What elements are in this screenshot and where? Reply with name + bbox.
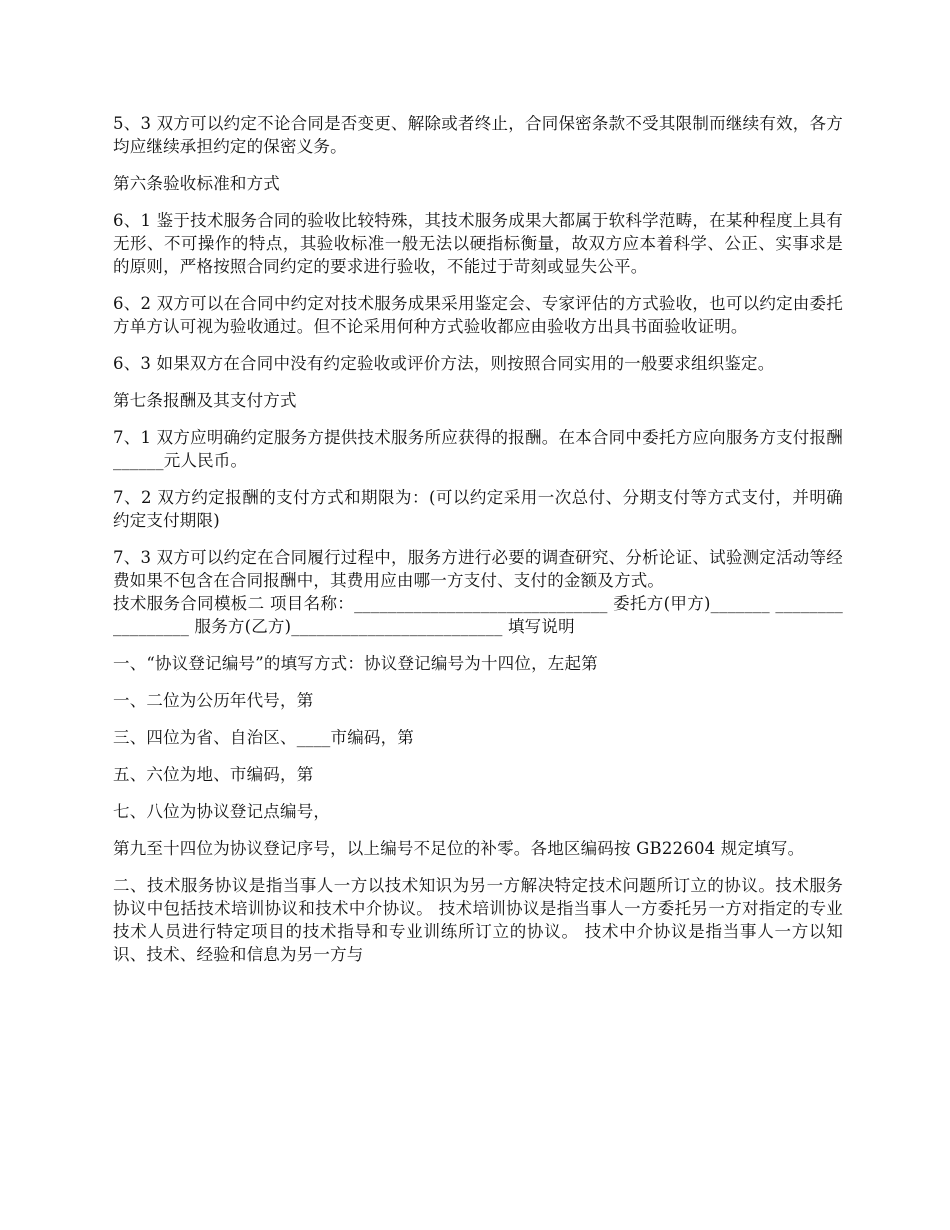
paragraph-payment-7-2: 7、2 双方约定报酬的支付方式和期限为：(可以约定采用一次总付、分期支付等方式支付，并明确约定支付期限)	[113, 488, 843, 530]
section-heading-article-6: 第六条验收标准和方式	[113, 174, 280, 193]
paragraph-acceptance-6-2: 6、2 双方可以在合同中约定对技术服务成果采用鉴定会、专家评估的方式验收，也可以约定由委托方单方认可视为验收通过。但不论采用何种方式验收都应由验收方出具书面验收证明。	[113, 294, 843, 336]
instruction-registration-number: 一、“协议登记编号”的填写方式：协议登记编号为十四位，左起第	[113, 654, 598, 673]
instruction-digits-1-2: 一、二位为公历年代号，第	[113, 691, 314, 710]
paragraph-confidentiality-5-3: 5、3 双方可以约定不论合同是否变更、解除或者终止，合同保密条款不受其限制而继续有效，各方均应继续承担约定的保密义务。	[113, 114, 843, 156]
template-two-header: 技术服务合同模板二 项目名称：______________________________ 委托方(甲方)_______ _________________ 服务方(乙方)_________________________ 填写说明	[113, 594, 843, 636]
instruction-digits-9-14: 第九至十四位为协议登记序号，以上编号不足位的补零。各地区编码按 GB22604 规定填写。	[113, 839, 805, 858]
paragraph-acceptance-6-1: 6、1 鉴于技术服务合同的验收比较特殊，其技术服务成果大都属于软科学范畴，在某种程度上具有无形、不可操作的特点，其验收标准一般无法以硬指标衡量，故双方应本着科学、公正、实事求是的原则，严格按照合同约定的要求进行验收，不能过于苛刻或显失公平。	[113, 211, 843, 276]
instruction-digits-5-6: 五、六位为地、市编码，第	[113, 765, 314, 784]
instruction-digits-3-4: 三、四位为省、自治区、____市编码，第	[113, 728, 414, 747]
section-heading-article-7: 第七条报酬及其支付方式	[113, 391, 297, 410]
document-page	[113, 112, 843, 980]
paragraph-payment-7-3: 7、3 双方可以约定在合同履行过程中，服务方进行必要的调查研究、分析论证、试验测定活动等经费如果不包含在合同报酬中，其费用应由哪一方支付、支付的金额及方式。	[113, 548, 843, 590]
paragraph-payment-7-1: 7、1 双方应明确约定服务方提供技术服务所应获得的报酬。在本合同中委托方应向服务方支付报酬______元人民币。	[113, 428, 843, 470]
paragraph-acceptance-6-3: 6、3 如果双方在合同中没有约定验收或评价方法，则按照合同实用的一般要求组织鉴定。	[113, 354, 775, 373]
instruction-service-agreement-definition: 二、技术服务协议是指当事人一方以技术知识为另一方解决特定技术问题所订立的协议。技术服务协议中包括技术培训协议和技术中介协议。 技术培训协议是指当事人一方委托另一方对指定的专业技术人员进行特定项目的技术指导和专业训练所订立的协议。 技术中介协议是指当事人一方以知识、技术、经验和信息为另一方与	[113, 876, 843, 964]
instruction-digits-7-8: 七、八位为协议登记点编号，	[113, 802, 331, 821]
